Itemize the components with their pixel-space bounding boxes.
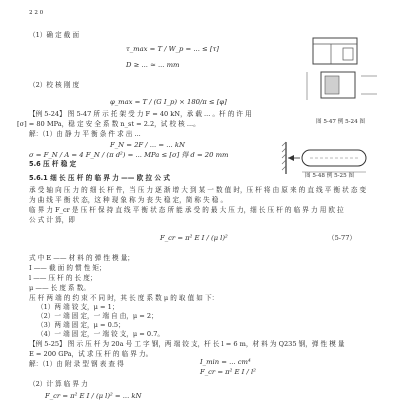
page-number: 2 2 0 — [29, 10, 44, 16]
symbol-definition: I —— 截 面 的 惯 性 矩； — [29, 264, 106, 272]
paragraph-line: （2）计 算 临 界 力 — [29, 380, 88, 388]
paragraph-line: 解：（1）由 附 录 型 钢 表 查 得 — [29, 360, 124, 368]
euler-formula: F_cr = π² E I / (μ l)² — [160, 234, 228, 242]
list-item: （1）两 端 铰 支，μ = 1； — [37, 303, 119, 311]
section-heading: 5.6 压 杆 稳 定 — [29, 160, 77, 168]
formula: I_min = ... cm⁴ — [200, 358, 251, 366]
truss-figure — [303, 32, 383, 104]
subsection-heading: 5.6.1 细 长 压 杆 的 临 界 力 —— 欧 拉 公 式 — [29, 174, 170, 182]
paragraph-line: 承 受 轴 向 压 力 的 细 长 杆 件，当 压 力 逐 渐 增 大 到 某 一 数 值 时，压 杆 将 由 原 来 的 直 线 平 衡 状 态 变 — [29, 186, 367, 194]
paragraph-line: 临 界 力 F_cr 是 压 杆 保 持 直 线 平 衡 状 态 所 能 承 受 的 最 大 压 力，细 长 压 杆 的 临 界 力 用 欧 拉 — [29, 206, 344, 214]
symbol-definition: μ —— 长 度 系 数。 — [29, 284, 90, 292]
symbol-definition: l —— 压 杆 的 长 度； — [29, 274, 97, 282]
formula: F_N = 2F / ... = ... kN — [110, 141, 185, 149]
paragraph-line: 压 杆 两 端 的 约 束 不 同 时，其 长 度 系 数 μ 的 取 值 如 下： — [29, 294, 219, 302]
text-line: 【例 5-24】 图 5-47 所 示 托 架 受 力 F = 40 kN，承 载 ... 。杆 的 许 用 — [29, 110, 252, 118]
symbol-definition: 式 中 E —— 材 料 的 弹 性 模 量； — [29, 254, 134, 262]
formula: D ≥ ... ≈ ... mm — [126, 61, 180, 69]
list-item: （4）一 端 固 定，一 端 铰 支，μ = 0.7。 — [37, 330, 164, 338]
paragraph-line: 【例 5-25】 图 示 压 杆 为 20a 号 工 字 钢，两 端 铰 支，杆 长 l = 6 m，材 料 为 Q235 钢，弹 性 模 量 — [29, 340, 345, 348]
paragraph-line: E = 200 GPa，试 求 压 杆 的 临 界 力。 — [29, 350, 153, 358]
text-line: （1）确 定 截 面 — [29, 31, 80, 39]
paragraph-line: 公 式 计 算，即 — [29, 216, 75, 224]
list-item: （2）一 端 固 定，一 端 自 由，μ = 2； — [37, 312, 158, 320]
equation-number: （5-77） — [328, 234, 357, 242]
figure-caption: 图 5-48 例 5-25 图 — [305, 173, 355, 179]
paragraph-line: 为 曲 线 平 衡 状 态，这 种 现 象 称 为 丧 失 稳 定，简 称 失 稳 。 — [29, 196, 228, 204]
text-line: （2）校 核 刚 度 — [29, 81, 80, 89]
formula: F_cr = π² E I / (μ l)² = ... kN — [45, 392, 142, 400]
formula: F_cr = π² E I / l² — [200, 368, 256, 376]
text-line: [σ] = 80 MPa，稳 定 安 全 系 数 n_st = 2.2，试 校 核 ...。 — [17, 120, 200, 128]
figure-caption: 图 5-47 例 5-24 图 — [316, 119, 366, 125]
formula: τ_max = T / W_p = ... ≤ [τ] — [126, 45, 219, 53]
list-item: （3）两 端 固 定，μ = 0.5； — [37, 321, 125, 329]
text-line: 解：（1）由 静 力 平 衡 条 件 求 出 ... — [29, 130, 141, 138]
formula: σ = F_N / A = 4 F_N / (π d²) = ... MPa ≤ [σ] 得 d = 20 mm — [29, 151, 229, 159]
formula: φ_max = T / (G I_p) × 180/π ≤ [φ] — [110, 98, 227, 106]
